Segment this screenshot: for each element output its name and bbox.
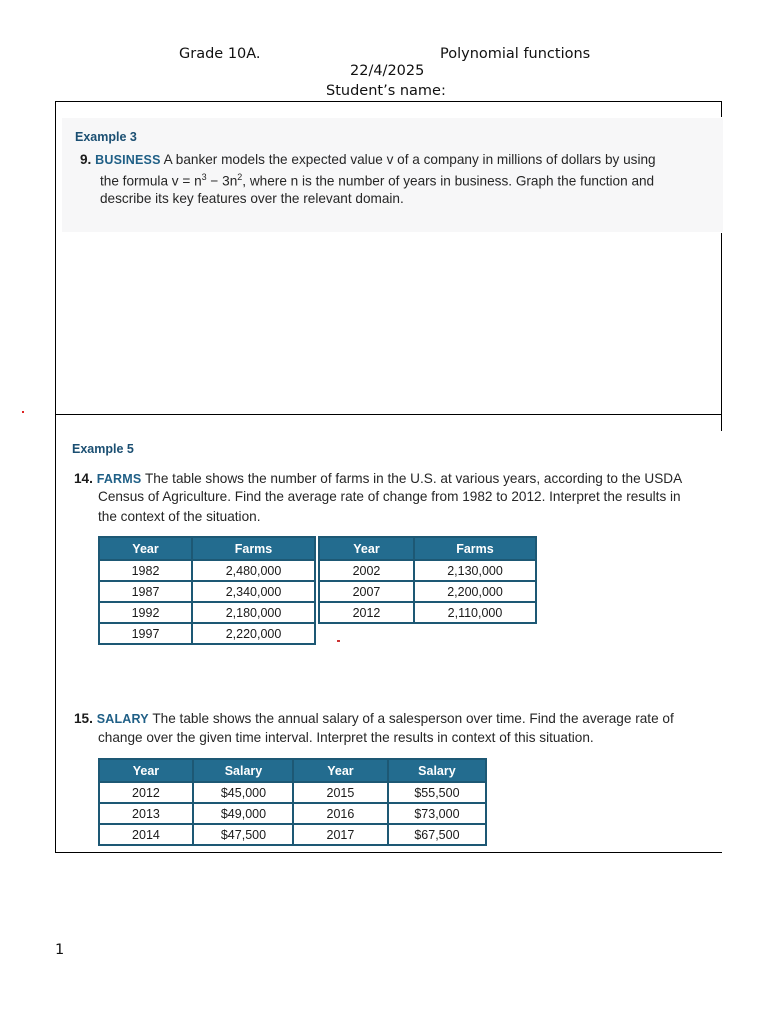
salary-table-left: [98, 758, 295, 846]
table-row: [293, 803, 486, 824]
table-cell: $73,000: [388, 803, 486, 824]
farms-table-right: [318, 536, 537, 624]
column-header: Farms: [414, 537, 536, 560]
table-cell: 2,480,000: [192, 560, 315, 581]
question-keyword: SALARY: [96, 712, 149, 726]
table-cell: $67,500: [388, 824, 486, 845]
table-cell: 1982: [99, 560, 192, 581]
column-header: Year: [99, 537, 192, 560]
table-cell: 2007: [319, 581, 414, 602]
question-9-line2: [100, 172, 654, 189]
farms-table-left: [98, 536, 316, 645]
table-cell: $45,000: [193, 782, 294, 803]
question-9-line3: describe its key features over the relevant domain.: [100, 191, 404, 206]
table-cell: 2002: [319, 560, 414, 581]
table-cell: 2013: [99, 803, 193, 824]
table-cell: 1987: [99, 581, 192, 602]
question-9-line1: [80, 152, 656, 167]
date-label: 22/4/2025: [350, 63, 425, 79]
salary-table-right: [292, 758, 487, 846]
column-header: Salary: [193, 759, 294, 782]
question-number: 9.: [80, 152, 92, 167]
formula-exponent: 3: [201, 172, 207, 182]
question-number: 15.: [74, 711, 93, 726]
column-header: Farms: [192, 537, 315, 560]
table-row: [99, 560, 315, 581]
column-header: Year: [293, 759, 388, 782]
box-right-border-top: [721, 101, 722, 117]
table-cell: 2,130,000: [414, 560, 536, 581]
question-text: The table shows the annual salary of a salesperson over time. Find the average rate of: [152, 711, 674, 726]
table-cell: 2016: [293, 803, 388, 824]
question-text: The table shows the number of farms in the U.S. at various years, according to the USDA: [144, 471, 683, 486]
table-row: [99, 581, 315, 602]
table-cell: 2,220,000: [192, 623, 315, 644]
table-header-row: [99, 537, 315, 560]
table-header-row: [319, 537, 536, 560]
question-14-line2: Census of Agriculture. Find the average rate of change from 1982 to 2012. Interpret the results in: [98, 489, 681, 504]
column-header: Year: [319, 537, 414, 560]
table-cell: 1997: [99, 623, 192, 644]
table-row: [319, 602, 536, 623]
page-number: 1: [55, 942, 65, 958]
table-row: [99, 803, 294, 824]
table-cell: 2,200,000: [414, 581, 536, 602]
box-right-border-mid: [721, 233, 722, 431]
table-cell: 2,340,000: [192, 581, 315, 602]
table-row: [293, 824, 486, 845]
question-keyword: BUSINESS: [95, 153, 161, 167]
question-14-line3: the context of the situation.: [98, 509, 261, 524]
table-row: [99, 602, 315, 623]
formula-exponent: 2: [237, 172, 243, 182]
table-row: [293, 782, 486, 803]
student-name-label: Student’s name:: [326, 83, 446, 99]
table-cell: 2017: [293, 824, 388, 845]
table-row: [99, 782, 294, 803]
question-15-line1: [74, 711, 674, 726]
table-row: [99, 824, 294, 845]
example5-label: Example 5: [72, 442, 134, 456]
table-header-row: [293, 759, 486, 782]
topic-title: Polynomial functions: [440, 46, 591, 62]
table-row: [319, 560, 536, 581]
table-cell: 2012: [319, 602, 414, 623]
example3-label: Example 3: [75, 130, 137, 144]
stray-mark: [22, 411, 24, 413]
column-header: Salary: [388, 759, 486, 782]
question-15-line2: change over the given time interval. Interpret the results in context of this situation.: [98, 730, 594, 745]
question-keyword: FARMS: [96, 472, 142, 486]
question-14-line1: [74, 471, 682, 486]
formula-part: the formula v = n: [100, 173, 202, 189]
table-cell: $49,000: [193, 803, 294, 824]
question-number: 14.: [74, 471, 93, 486]
box-top-border: [55, 101, 722, 102]
table-cell: $47,500: [193, 824, 294, 845]
box-left-border: [55, 101, 56, 853]
table-cell: 2,110,000: [414, 602, 536, 623]
grade-label: Grade 10A.: [179, 46, 261, 62]
table-cell: 1992: [99, 602, 192, 623]
table-row: [319, 581, 536, 602]
formula-part: − 3n: [206, 173, 238, 189]
formula-part: , where n is the number of years in business. Graph the function and: [242, 173, 655, 189]
question-text: A banker models the expected value v of a company in millions of dollars by using: [163, 152, 656, 167]
table-row: [99, 623, 315, 644]
stray-mark: [337, 640, 340, 642]
table-cell: 2,180,000: [192, 602, 315, 623]
column-header: Year: [99, 759, 193, 782]
section-divider: [55, 414, 722, 415]
table-cell: $55,500: [388, 782, 486, 803]
box-bottom-border: [55, 852, 722, 853]
table-cell: 2015: [293, 782, 388, 803]
table-cell: 2014: [99, 824, 193, 845]
table-header-row: [99, 759, 294, 782]
table-cell: 2012: [99, 782, 193, 803]
